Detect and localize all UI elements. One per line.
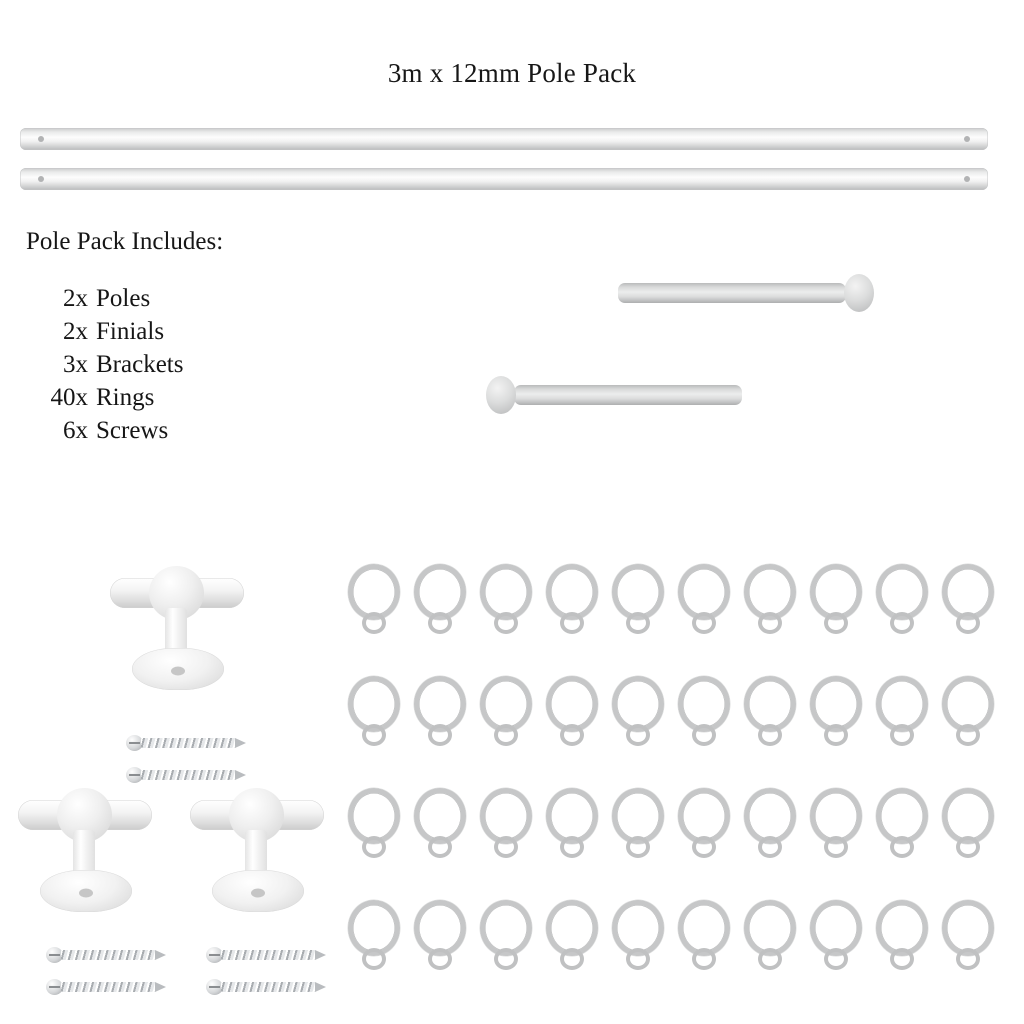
curtain-ring — [414, 788, 468, 850]
curtain-ring — [414, 676, 468, 738]
list-item-label: Poles — [96, 285, 151, 312]
curtain-ring — [612, 564, 666, 626]
pole-end-hole-icon — [964, 136, 970, 142]
curtain-ring — [348, 788, 402, 850]
bracket-wall-plate — [40, 870, 132, 912]
finial-cap — [486, 376, 516, 414]
curtain-ring — [480, 900, 534, 962]
ring-eyelet — [824, 836, 848, 858]
ring-eyelet — [428, 612, 452, 634]
ring-eyelet — [560, 948, 584, 970]
ring-eyelet — [758, 948, 782, 970]
pole-end-hole-icon — [38, 136, 44, 142]
curtain-rings-grid — [348, 564, 1008, 1014]
curtain-ring — [414, 900, 468, 962]
bracket-screw-hole-icon — [251, 888, 265, 897]
curtain-ring — [942, 788, 996, 850]
screw-tip — [235, 738, 246, 748]
curtain-ring-row — [348, 564, 1008, 676]
finial-shaft — [618, 283, 846, 303]
ring-eyelet — [956, 836, 980, 858]
screw-tip — [155, 982, 166, 992]
screw — [126, 766, 246, 784]
list-item-label: Finials — [96, 318, 165, 345]
screw-tip — [315, 982, 326, 992]
curtain-pole — [20, 128, 988, 150]
ring-eyelet — [494, 948, 518, 970]
list-item-label: Screws — [96, 417, 169, 444]
curtain-pole — [20, 168, 988, 190]
ring-eyelet — [956, 948, 980, 970]
ring-eyelet — [890, 836, 914, 858]
curtain-ring — [546, 788, 600, 850]
ring-eyelet — [494, 724, 518, 746]
ring-eyelet — [824, 948, 848, 970]
list-item-quantity: 2x — [63, 318, 88, 345]
bracket — [0, 782, 170, 932]
screw — [46, 946, 166, 964]
curtain-ring — [480, 788, 534, 850]
ring-eyelet — [956, 612, 980, 634]
ring-eyelet — [692, 836, 716, 858]
ring-eyelet — [560, 612, 584, 634]
ring-eyelet — [362, 836, 386, 858]
curtain-ring — [942, 676, 996, 738]
curtain-ring — [876, 788, 930, 850]
list-item-quantity: 2x — [63, 285, 88, 312]
screw — [46, 978, 166, 996]
curtain-ring — [810, 900, 864, 962]
ring-eyelet — [626, 836, 650, 858]
bracket-screw-hole-icon — [171, 666, 185, 675]
curtain-ring — [546, 900, 600, 962]
ring-eyelet — [692, 724, 716, 746]
bracket-screw-hole-icon — [79, 888, 93, 897]
curtain-ring — [744, 788, 798, 850]
ring-eyelet — [626, 724, 650, 746]
curtain-ring — [678, 676, 732, 738]
includes-heading: Pole Pack Includes: — [26, 228, 224, 255]
finial-cap — [844, 274, 874, 312]
curtain-ring — [744, 900, 798, 962]
finial — [618, 270, 874, 314]
screw-thread — [221, 982, 316, 992]
list-item-quantity: 3x — [63, 351, 88, 378]
curtain-ring — [480, 564, 534, 626]
screw-tip — [155, 950, 166, 960]
ring-eyelet — [560, 836, 584, 858]
ring-eyelet — [692, 948, 716, 970]
list-item-label: Brackets — [96, 351, 184, 378]
pole-end-hole-icon — [38, 176, 44, 182]
screw-thread — [141, 770, 236, 780]
curtain-ring — [810, 788, 864, 850]
includes-list — [26, 282, 236, 447]
screw-thread — [61, 982, 156, 992]
ring-eyelet — [824, 724, 848, 746]
ring-eyelet — [362, 948, 386, 970]
bracket-wall-plate — [132, 648, 224, 690]
curtain-ring — [678, 788, 732, 850]
bracket-wall-plate — [212, 870, 304, 912]
curtain-ring — [414, 564, 468, 626]
list-item — [26, 414, 236, 447]
curtain-ring — [348, 900, 402, 962]
finial — [486, 372, 742, 416]
curtain-ring — [678, 564, 732, 626]
ring-eyelet — [824, 612, 848, 634]
bracket — [92, 560, 262, 710]
curtain-ring — [744, 564, 798, 626]
curtain-ring — [546, 676, 600, 738]
ring-eyelet — [890, 724, 914, 746]
ring-eyelet — [626, 948, 650, 970]
ring-eyelet — [494, 836, 518, 858]
curtain-ring — [876, 900, 930, 962]
curtain-ring — [480, 676, 534, 738]
ring-eyelet — [428, 724, 452, 746]
ring-eyelet — [758, 612, 782, 634]
ring-eyelet — [758, 724, 782, 746]
screw — [206, 978, 326, 996]
list-item-quantity: 6x — [63, 417, 88, 444]
page-title: 3m x 12mm Pole Pack — [387, 58, 637, 88]
curtain-ring — [744, 676, 798, 738]
screw — [126, 734, 246, 752]
ring-eyelet — [362, 724, 386, 746]
list-item — [26, 348, 236, 381]
list-item — [26, 381, 236, 414]
finial-shaft — [514, 385, 742, 405]
ring-eyelet — [758, 836, 782, 858]
ring-eyelet — [956, 724, 980, 746]
curtain-ring — [810, 676, 864, 738]
screw — [206, 946, 326, 964]
curtain-ring — [810, 564, 864, 626]
ring-eyelet — [692, 612, 716, 634]
ring-eyelet — [428, 948, 452, 970]
curtain-ring — [876, 676, 930, 738]
ring-eyelet — [890, 612, 914, 634]
ring-eyelet — [626, 612, 650, 634]
list-item-label: Rings — [96, 384, 155, 411]
curtain-ring — [612, 900, 666, 962]
bracket — [172, 782, 342, 932]
list-item — [26, 282, 236, 315]
ring-eyelet — [494, 612, 518, 634]
curtain-ring-row — [348, 900, 1008, 1012]
ring-eyelet — [428, 836, 452, 858]
curtain-ring — [678, 900, 732, 962]
screw-thread — [61, 950, 156, 960]
curtain-ring — [612, 788, 666, 850]
curtain-ring — [612, 676, 666, 738]
screw-tip — [315, 950, 326, 960]
curtain-ring — [942, 900, 996, 962]
curtain-ring — [348, 564, 402, 626]
curtain-ring-row — [348, 788, 1008, 900]
curtain-ring — [348, 676, 402, 738]
pole-end-hole-icon — [964, 176, 970, 182]
curtain-ring — [546, 564, 600, 626]
ring-eyelet — [362, 612, 386, 634]
list-item-quantity: 40x — [50, 384, 88, 411]
curtain-ring-row — [348, 676, 1008, 788]
curtain-ring — [942, 564, 996, 626]
screw-thread — [141, 738, 236, 748]
list-item — [26, 315, 236, 348]
ring-eyelet — [560, 724, 584, 746]
screw-tip — [235, 770, 246, 780]
screw-thread — [221, 950, 316, 960]
ring-eyelet — [890, 948, 914, 970]
curtain-ring — [876, 564, 930, 626]
